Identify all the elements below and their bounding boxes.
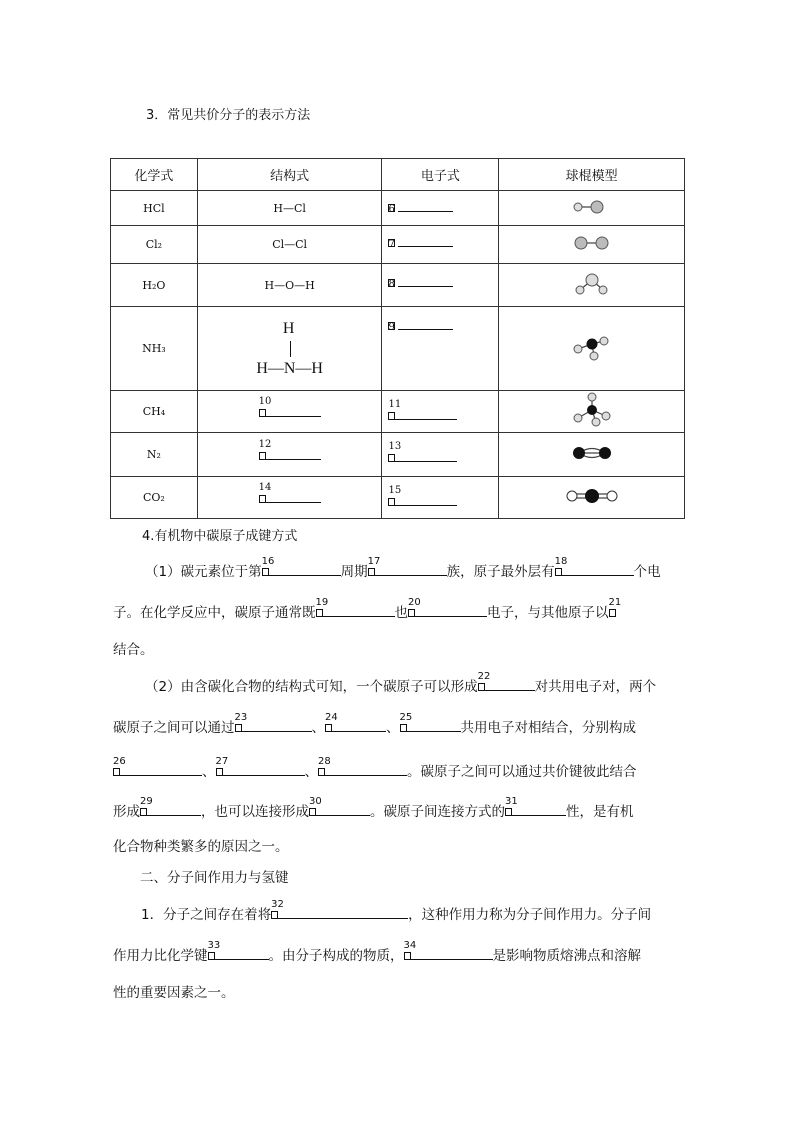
electron-cell: 7 — [382, 226, 499, 264]
answer-blank[interactable] — [395, 407, 457, 420]
col-header-model: 球棍模型 — [499, 159, 685, 191]
answer-blank[interactable] — [395, 493, 457, 506]
answer-blank[interactable] — [398, 199, 453, 212]
ball-stick-co2 — [499, 477, 685, 519]
molecule-table — [110, 158, 685, 519]
p1-line3: 结合。 — [113, 642, 154, 658]
answer-blank[interactable] — [242, 719, 312, 732]
formula-cell: Cl₂ — [111, 226, 198, 264]
structure-cell: 14 — [197, 477, 382, 519]
structure-cell: H—Cl — [197, 191, 382, 226]
answer-blank[interactable] — [147, 803, 201, 816]
answer-blank[interactable] — [120, 763, 202, 776]
answer-blank[interactable] — [562, 563, 634, 576]
table-row — [111, 264, 685, 307]
structure-cell: H—O—H — [197, 264, 382, 307]
formula-cell: HCl — [111, 191, 198, 226]
answer-blank[interactable] — [316, 803, 370, 816]
structure-cell: 10 — [197, 391, 382, 433]
answer-blank[interactable] — [485, 678, 535, 691]
answer-blank[interactable] — [215, 947, 269, 960]
table-row — [111, 433, 685, 477]
answer-box[interactable] — [388, 412, 395, 420]
p1-line1: （1）碳元素位于第 16 周期 17 族，原子最外层有 18 个电 — [145, 556, 661, 580]
answer-blank[interactable] — [325, 763, 407, 776]
table-header-row — [111, 159, 685, 191]
table-row — [111, 307, 685, 391]
answer-blank[interactable] — [398, 317, 453, 330]
formula-cell: CO₂ — [111, 477, 198, 519]
answer-box[interactable] — [259, 409, 266, 417]
electron-cell: 15 — [382, 477, 499, 519]
p3-line2: 作用力比化学键 33 。由分子构成的物质， 34 是影响物质熔沸点和溶解 — [113, 940, 641, 964]
col-header-structure: 结构式 — [197, 159, 382, 191]
section2-title: 二、分子间作用力与氢键 — [140, 870, 289, 886]
electron-cell: 6 — [382, 191, 499, 226]
electron-cell: 11 — [382, 391, 499, 433]
structure-top-h: H — [282, 319, 295, 337]
table-row — [111, 391, 685, 433]
structure-cell-nh3 — [197, 307, 382, 391]
electron-cell: 9 — [382, 307, 499, 391]
ball-stick-nh3 — [499, 307, 685, 391]
answer-box[interactable] — [259, 495, 266, 503]
answer-blank[interactable] — [266, 447, 321, 460]
answer-box[interactable] — [388, 498, 395, 506]
section3-title: 3．常见共价分子的表示方法 — [146, 108, 311, 123]
electron-cell: 13 — [382, 433, 499, 477]
ball-stick-ch4 — [499, 391, 685, 433]
table-row — [111, 226, 685, 264]
p2-line3: 26 、 27 、 28 。碳原子之间可以通过共价键彼此结合 — [113, 756, 637, 780]
structure-cell: Cl—Cl — [197, 226, 382, 264]
ball-stick-cl2 — [499, 226, 685, 264]
answer-blank[interactable] — [323, 604, 395, 617]
answer-blank[interactable] — [398, 274, 453, 287]
answer-box[interactable] — [259, 452, 266, 460]
ball-stick-n2 — [499, 433, 685, 477]
col-header-electron: 电子式 — [382, 159, 499, 191]
ball-stick-hcl — [499, 191, 685, 226]
answer-blank[interactable] — [266, 404, 321, 417]
answer-blank[interactable] — [332, 719, 386, 732]
ball-stick-h2o — [499, 264, 685, 307]
formula-cell: CH₄ — [111, 391, 198, 433]
p3-line1: 1．分子之间存在着将 32 ，这种作用力称为分子间作用力。分子间 — [141, 899, 652, 923]
answer-blank[interactable] — [223, 763, 305, 776]
answer-blank[interactable] — [269, 563, 341, 576]
p2-line5: 化合物种类繁多的原因之一。 — [113, 839, 289, 855]
answer-blank[interactable] — [278, 906, 408, 919]
answer-blank[interactable] — [398, 234, 453, 247]
p2-line4: 形成 29 ，也可以连接形成 30 。碳原子间连接方式的 31 性，是有机 — [113, 796, 634, 820]
answer-blank[interactable] — [407, 719, 461, 732]
p3-line3: 性的重要因素之一。 — [113, 985, 235, 1001]
answer-blank[interactable] — [415, 604, 487, 617]
answer-blank[interactable] — [266, 490, 321, 503]
answer-blank[interactable] — [411, 947, 493, 960]
answer-blank[interactable] — [512, 803, 566, 816]
p2-line2: 碳原子之间可以通过 23 、 24 、 25 共用电子对相结合，分别构成 — [113, 712, 636, 736]
structure-cell: 12 — [197, 433, 382, 477]
section4-title: 4.有机物中碳原子成键方式 — [142, 529, 298, 544]
table-row — [111, 477, 685, 519]
answer-blank[interactable] — [375, 563, 447, 576]
structure-bottom: H—N—H — [256, 359, 323, 377]
p1-line2: 子。在化学反应中，碳原子通常既 19 也 20 电子，与其他原子以 21 — [113, 597, 622, 621]
col-header-formula: 化学式 — [111, 159, 198, 191]
answer-blank[interactable] — [395, 449, 457, 462]
table-row — [111, 191, 685, 226]
formula-cell: NH₃ — [111, 307, 198, 391]
answer-box[interactable] — [388, 454, 395, 462]
electron-cell: 8 — [382, 264, 499, 307]
p2-line1: （2）由含碳化合物的结构式可知，一个碳原子可以形成 22 对共用电子对，两个 — [145, 671, 657, 695]
formula-cell: N₂ — [111, 433, 198, 477]
formula-cell: H₂O — [111, 264, 198, 307]
